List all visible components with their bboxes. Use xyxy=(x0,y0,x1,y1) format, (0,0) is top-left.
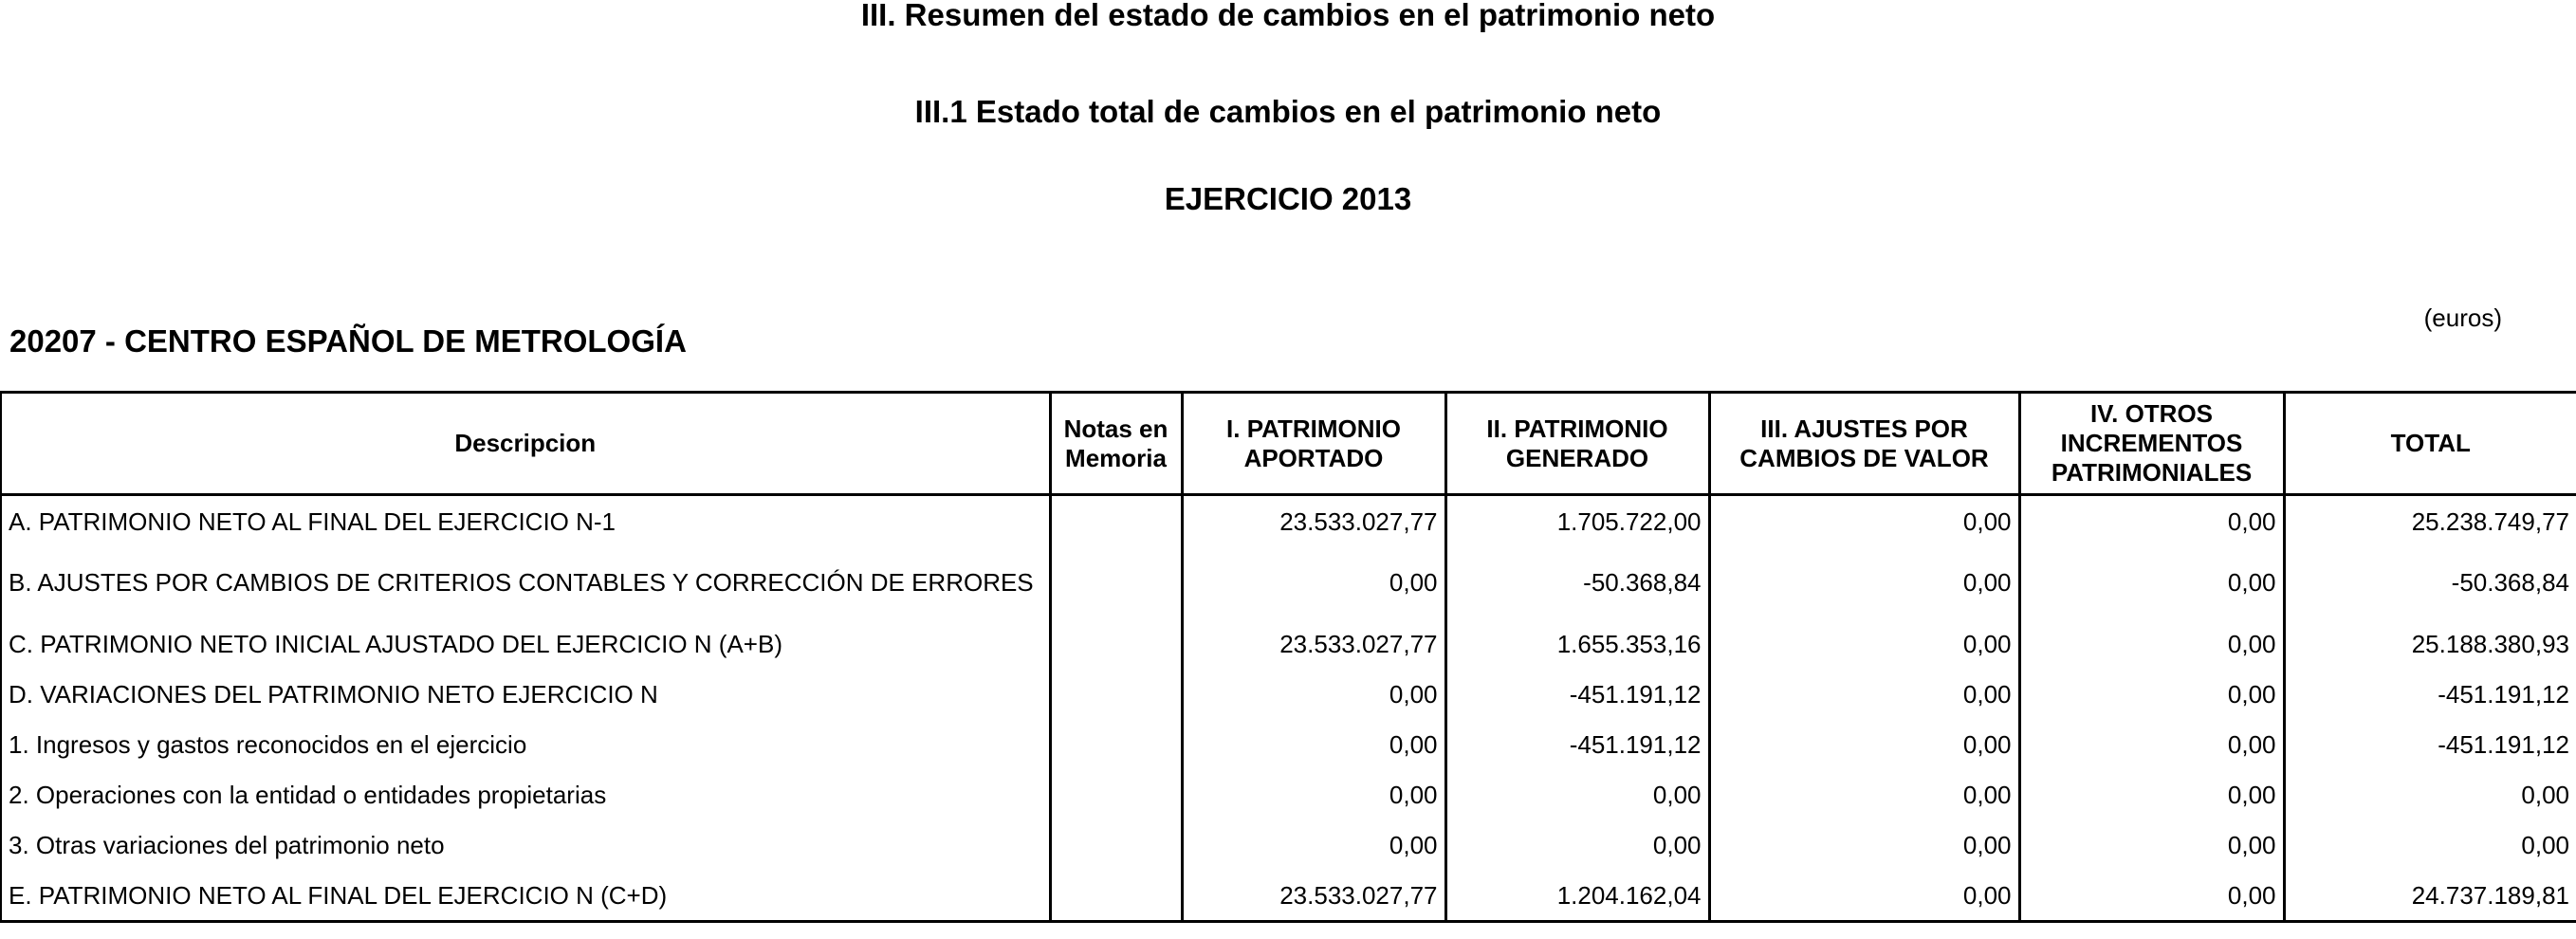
row-total: -451.191,12 xyxy=(2284,719,2576,769)
row-otros-incrementos: 0,00 xyxy=(2019,495,2284,547)
row-total: 25.238.749,77 xyxy=(2284,495,2576,547)
row-patrimonio-aportado: 23.533.027,77 xyxy=(1182,495,1445,547)
row-patrimonio-aportado: 23.533.027,77 xyxy=(1182,870,1445,922)
row-notas xyxy=(1050,495,1182,547)
row-ajustes-valor: 0,00 xyxy=(1709,669,2019,719)
row-notas xyxy=(1050,769,1182,819)
row-description: B. AJUSTES POR CAMBIOS DE CRITERIOS CONTABLES Y CORRECCIÓN DE ERRORES xyxy=(9,568,1034,597)
row-patrimonio-generado: 1.204.162,04 xyxy=(1445,870,1709,922)
currency-unit: (euros) xyxy=(2423,304,2502,332)
header-patrimonio-generado: II. PATRIMONIO GENERADO xyxy=(1445,393,1709,495)
table-row xyxy=(1,819,2576,870)
row-patrimonio-generado: -50.368,84 xyxy=(1445,546,1709,618)
row-ajustes-valor: 0,00 xyxy=(1709,769,2019,819)
row-patrimonio-aportado: 0,00 xyxy=(1182,769,1445,819)
header-total: TOTAL xyxy=(2284,393,2576,495)
row-total: 0,00 xyxy=(2284,769,2576,819)
row-patrimonio-generado: -451.191,12 xyxy=(1445,669,1709,719)
row-notas xyxy=(1050,618,1182,669)
row-total: -451.191,12 xyxy=(2284,669,2576,719)
row-description: 1. Ingresos y gastos reconocidos en el ejercicio xyxy=(9,729,527,759)
row-notas xyxy=(1050,719,1182,769)
row-otros-incrementos: 0,00 xyxy=(2019,669,2284,719)
table-row xyxy=(1,870,2576,922)
entity-name: 20207 - CENTRO ESPAÑOL DE METROLOGÍA xyxy=(9,323,687,359)
row-description: D. VARIACIONES DEL PATRIMONIO NETO EJERCICIO N xyxy=(9,679,658,709)
row-ajustes-valor: 0,00 xyxy=(1709,870,2019,922)
row-total: 25.188.380,93 xyxy=(2284,618,2576,669)
header-ajustes-valor: III. AJUSTES POR CAMBIOS DE VALOR xyxy=(1709,393,2019,495)
row-patrimonio-aportado: 0,00 xyxy=(1182,669,1445,719)
row-patrimonio-aportado: 0,00 xyxy=(1182,819,1445,870)
row-description: C. PATRIMONIO NETO INICIAL AJUSTADO DEL EJERCICIO N (A+B) xyxy=(9,629,782,658)
table-row xyxy=(1,495,2576,547)
row-ajustes-valor: 0,00 xyxy=(1709,819,2019,870)
report-subtitle: III.1 Estado total de cambios en el patrimonio neto xyxy=(914,94,1662,129)
row-notas xyxy=(1050,819,1182,870)
row-patrimonio-aportado: 23.533.027,77 xyxy=(1182,618,1445,669)
table-header-row xyxy=(1,393,2576,495)
row-total: 0,00 xyxy=(2284,819,2576,870)
row-description: E. PATRIMONIO NETO AL FINAL DEL EJERCICIO N (C+D) xyxy=(9,880,668,910)
row-description: 3. Otras variaciones del patrimonio neto xyxy=(9,830,445,859)
header-otros-incrementos: IV. OTROS INCREMENTOS PATRIMONIALES xyxy=(2019,393,2284,495)
row-patrimonio-generado: 1.655.353,16 xyxy=(1445,618,1709,669)
row-otros-incrementos: 0,00 xyxy=(2019,870,2284,922)
row-patrimonio-generado: 0,00 xyxy=(1445,769,1709,819)
report-title: III. Resumen del estado de cambios en el patrimonio neto xyxy=(860,0,1716,32)
row-total: 24.737.189,81 xyxy=(2284,870,2576,922)
row-notas xyxy=(1050,870,1182,922)
row-description: 2. Operaciones con la entidad o entidades propietarias xyxy=(9,780,607,809)
fiscal-year: EJERCICIO 2013 xyxy=(1164,181,1412,216)
row-description: A. PATRIMONIO NETO AL FINAL DEL EJERCICIO N-1 xyxy=(9,506,616,536)
row-otros-incrementos: 0,00 xyxy=(2019,719,2284,769)
table-row xyxy=(1,618,2576,669)
row-total: -50.368,84 xyxy=(2284,546,2576,618)
row-ajustes-valor: 0,00 xyxy=(1709,495,2019,547)
row-notas xyxy=(1050,669,1182,719)
row-otros-incrementos: 0,00 xyxy=(2019,546,2284,618)
row-otros-incrementos: 0,00 xyxy=(2019,819,2284,870)
row-patrimonio-generado: -451.191,12 xyxy=(1445,719,1709,769)
row-patrimonio-generado: 0,00 xyxy=(1445,819,1709,870)
table-row xyxy=(1,719,2576,769)
row-ajustes-valor: 0,00 xyxy=(1709,546,2019,618)
row-patrimonio-aportado: 0,00 xyxy=(1182,719,1445,769)
header-patrimonio-aportado: I. PATRIMONIO APORTADO xyxy=(1182,393,1445,495)
row-otros-incrementos: 0,00 xyxy=(2019,618,2284,669)
row-otros-incrementos: 0,00 xyxy=(2019,769,2284,819)
equity-changes-table xyxy=(0,391,2576,923)
header-notas: Notas en Memoria xyxy=(1050,393,1182,495)
row-ajustes-valor: 0,00 xyxy=(1709,618,2019,669)
row-ajustes-valor: 0,00 xyxy=(1709,719,2019,769)
header-descripcion: Descripcion xyxy=(1,393,1050,495)
table-row xyxy=(1,669,2576,719)
table-row xyxy=(1,769,2576,819)
row-patrimonio-generado: 1.705.722,00 xyxy=(1445,495,1709,547)
row-notas xyxy=(1050,546,1182,618)
row-patrimonio-aportado: 0,00 xyxy=(1182,546,1445,618)
table-row xyxy=(1,546,2576,618)
